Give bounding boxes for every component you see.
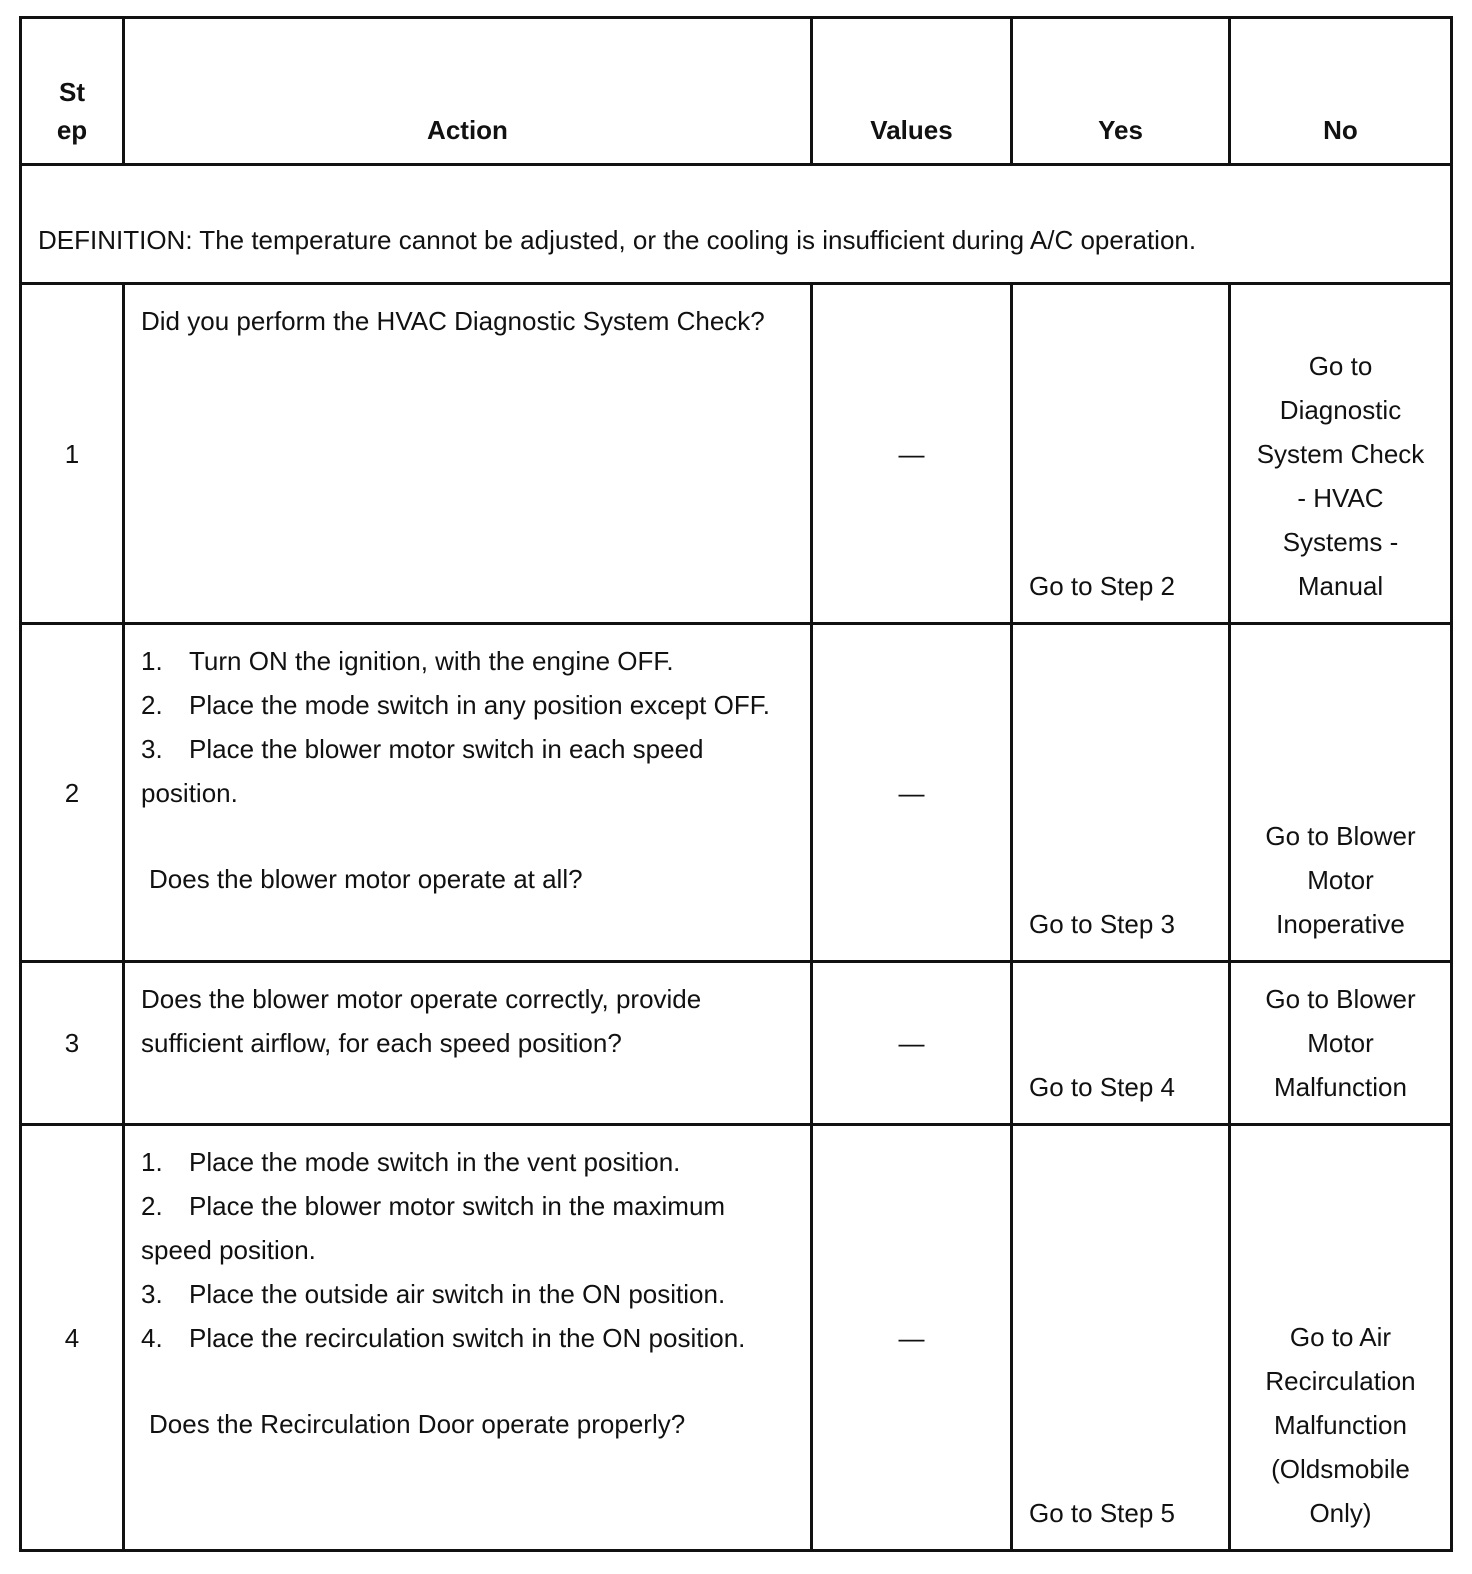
header-yes: Yes: [1012, 18, 1230, 165]
no-text: Go to Blower Motor Inoperative: [1265, 821, 1416, 939]
no-cell: [1230, 962, 1452, 1125]
no-cell: [1230, 624, 1452, 962]
list-item: 2. Place the mode switch in any position except OFF.: [141, 690, 770, 720]
list-item: 3. Place the blower motor switch in each speed position.: [141, 734, 704, 808]
table-row: [21, 1125, 1452, 1551]
step-number: 1: [21, 284, 124, 624]
question-text: Does the Recirculation Door operate properly?: [149, 1409, 686, 1439]
values-cell: —: [812, 1125, 1012, 1551]
question-text: Does the blower motor operate at all?: [149, 864, 583, 894]
action-cell: [124, 1125, 812, 1551]
yes-cell: Go to Step 2: [1012, 284, 1230, 624]
action-cell: [124, 962, 812, 1125]
action-text: Did you perform the HVAC Diagnostic System Check?: [141, 306, 765, 336]
values-cell: —: [812, 284, 1012, 624]
definition-text: DEFINITION: The temperature cannot be adjusted, or the cooling is insufficient during A/C operation.: [21, 165, 1452, 284]
diagnostic-table: [19, 16, 1453, 1552]
header-no: No: [1230, 18, 1452, 165]
no-cell: [1230, 1125, 1452, 1551]
list-item: 3. Place the outside air switch in the ON position.: [141, 1279, 726, 1309]
yes-cell: Go to Step 4: [1012, 962, 1230, 1125]
no-text: Go to Air Recirculation Malfunction (Oldsmobile Only): [1265, 1322, 1416, 1528]
values-cell: —: [812, 962, 1012, 1125]
table-row: [21, 624, 1452, 962]
no-cell: [1230, 284, 1452, 624]
step-number: 3: [21, 962, 124, 1125]
list-item: 4. Place the recirculation switch in the ON position.: [141, 1323, 746, 1353]
table-row: [21, 284, 1452, 624]
no-text: Go to Blower Motor Malfunction: [1265, 984, 1416, 1102]
list-item: 2. Place the blower motor switch in the maximum speed position.: [141, 1191, 726, 1265]
action-cell: [124, 624, 812, 962]
action-text: Does the blower motor operate correctly, provide sufficient airflow, for each speed position?: [141, 984, 702, 1058]
definition-row: [21, 165, 1452, 284]
header-values: Values: [812, 18, 1012, 165]
yes-cell: Go to Step 5: [1012, 1125, 1230, 1551]
step-number: 2: [21, 624, 124, 962]
no-text: Go to Diagnostic System Check - HVAC Systems - Manual: [1256, 351, 1425, 601]
step-number: 4: [21, 1125, 124, 1551]
list-item: 1. Place the mode switch in the vent position.: [141, 1147, 681, 1177]
list-item: 1. Turn ON the ignition, with the engine OFF.: [141, 646, 674, 676]
action-cell: [124, 284, 812, 624]
values-cell: —: [812, 624, 1012, 962]
header-action: Action: [124, 18, 812, 165]
yes-cell: Go to Step 3: [1012, 624, 1230, 962]
table-row: [21, 962, 1452, 1125]
header-row: [21, 18, 1452, 165]
header-step: St ep: [21, 18, 124, 165]
